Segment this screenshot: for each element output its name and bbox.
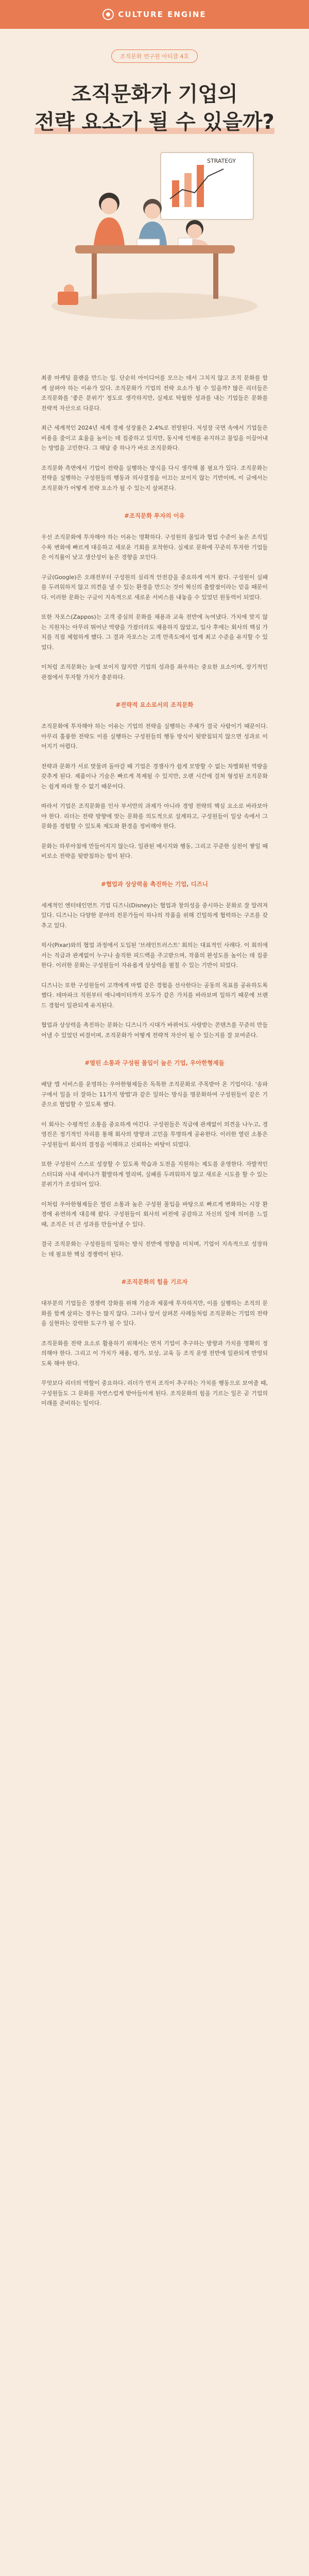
hero — [0, 29, 309, 369]
section-paragraph: 이처럼 조직문화는 눈에 보이지 않지만 기업의 성과를 좌우하는 중요한 요소이며, 장기적인 관점에서 투자할 가치가 충분하다. — [41, 664, 268, 681]
article-body — [0, 369, 309, 1409]
series-tag: 조직문화 연구원 아티클 4호 — [111, 49, 198, 63]
intro-paragraph: 최종 마케팅 플랜을 만드는 일. 단순히 아이디어를 모으는 데서 그치지 않고 조직 문화를 함께 살펴야 하는 이유가 있다. 조직문화가 기업의 전략 요소가 될 수 있을까? 많은 리더들은 조직문화를 '좋은 분위기' 정도로 생각하지만, 실제로 탁월한 성과를 내는 기업들은 문화를 전략적 자산으로 다룬다. — [41, 375, 268, 412]
brand-logo — [102, 9, 206, 20]
title-line-1: 조직문화가 기업의 — [71, 82, 238, 106]
section-paragraph: 결국 조직문화는 구성원들의 일하는 방식 전반에 영향을 미치며, 기업이 지속적으로 성장하는 데 필요한 핵심 경쟁력이 된다. — [41, 1241, 268, 1258]
section-paragraph: 배달 앱 서비스를 운영하는 우아한형제들은 독특한 조직문화로 주목받아 온 기업이다. '송파구에서 일을 더 잘하는 11가지 방법'과 같은 일하는 방식을 명문화하여 구성원들이 같은 기준으로 협업할 수 있도록 했다. — [41, 1081, 268, 1108]
page-title — [0, 80, 309, 136]
section-paragraph: 조직문화를 전략 요소로 활용하기 위해서는 먼저 기업이 추구하는 방향과 가치를 명확히 정의해야 한다. 그리고 이 가치가 채용, 평가, 보상, 교육 등 조직 운영 전반에 일관되게 반영되도록 해야 한다. — [41, 1340, 268, 1367]
section-paragraph: 대부분의 기업들은 경쟁력 강화를 위해 기술과 제품에 투자하지만, 이를 실행하는 조직의 문화를 함께 살피는 경우는 많지 않다. 그러나 앞서 살펴본 사례들처럼 조직문화는 기업의 전략을 실현하는 강력한 도구가 될 수 있다. — [41, 1300, 268, 1327]
section-paragraph: 이 회사는 수평적인 소통을 중요하게 여긴다. 구성원들은 직급에 관계없이 의견을 나누고, 경영진은 정기적인 자리를 통해 회사의 방향과 고민을 투명하게 공유한다. 이러한 열린 소통은 구성원들이 회사의 결정을 이해하고 신뢰하는 바탕이 되었다. — [41, 1121, 268, 1148]
section-paragraph: 또한 구성원이 스스로 성장할 수 있도록 학습과 도전을 지원하는 제도를 운영한다. 자발적인 스터디와 사내 세미나가 활발하게 열리며, 실패를 두려워하지 않고 새로운 시도를 할 수 있는 분위기가 조성되어 있다. — [41, 1161, 268, 1188]
section-paragraph: 무엇보다 리더의 역할이 중요하다. 리더가 먼저 조직이 추구하는 가치를 행동으로 보여줄 때, 구성원들도 그 문화를 자연스럽게 받아들이게 된다. 조직문화의 힘을 기르는 일은 곧 기업의 미래를 준비하는 일이다. — [41, 1380, 268, 1406]
section-paragraph: 전략과 문화가 서로 맞물려 돌아갈 때 기업은 경쟁사가 쉽게 모방할 수 없는 차별화된 역량을 갖추게 된다. 제품이나 기술은 빠르게 복제될 수 있지만, 오랜 시간에 걸쳐 형성된 조직문화는 쉽게 따라 할 수 없기 때문이다. — [41, 762, 268, 790]
title-line-2 — [0, 108, 309, 136]
section-paragraph: 구글(Google)은 오래전부터 구성원의 심리적 안전감을 중요하게 여겨 왔다. 구성원이 실패를 두려워하지 않고 의견을 낼 수 있는 환경을 만드는 것이 혁신의 출발점이라는 믿음 때문이다. 이러한 문화는 구글이 지속적으로 새로운 서비스를 내놓을 수 있었던 원동력이 되었다. — [41, 573, 268, 601]
section-heading: #열린 소통과 구성원 몰입이 높은 기업, 우아한형제들 — [84, 1059, 225, 1066]
section-paragraph: 문화는 하루아침에 만들어지지 않는다. 일관된 메시지와 행동, 그리고 꾸준한 실천이 쌓일 때 비로소 전략을 뒷받침하는 힘이 된다. — [41, 842, 268, 859]
section-paragraph: 협업과 상상력을 촉진하는 문화는 디즈니가 시대가 바뀌어도 사랑받는 콘텐츠를 꾸준히 만들어낼 수 있었던 비결이며, 조직문화가 어떻게 전략적 자산이 될 수 있는지를 잘 보여준다. — [41, 1022, 268, 1039]
brand-name: CULTURE ENGINE — [118, 10, 207, 19]
board-label: STRATEGY — [207, 158, 236, 164]
section-paragraph: 따라서 기업은 조직문화를 인사 부서만의 과제가 아니라 경영 전략의 핵심 요소로 바라보아야 한다. 리더는 전략 방향에 맞는 문화를 의도적으로 설계하고, 구성원들이 일상 속에서 그 문화를 경험할 수 있도록 제도와 환경을 정비해야 한다. — [41, 803, 268, 829]
intro-paragraph: 조직문화 측면에서 기업이 전략을 실행하는 방식을 다시 생각해 볼 필요가 있다. 조직문화는 전략을 실행하는 구성원들의 행동과 의사결정을 이끄는 보이지 않는 기반이며, 이 글에서는 조직문화가 어떻게 전략 요소가 될 수 있는지 살펴본다. — [41, 464, 268, 492]
title-line-2-text: 전략 요소가 될 수 있을까? — [35, 110, 274, 134]
meeting-illustration — [44, 142, 265, 328]
section-paragraph: 조직문화에 투자해야 하는 이유는 기업의 전략을 실행하는 주체가 결국 사람이기 때문이다. 아무리 훌륭한 전략도 이를 실행하는 구성원들의 행동 방식이 뒷받침되지 않으면 성과로 이어지기 어렵다. — [41, 723, 268, 750]
section-heading: #전략적 요소로서의 조직문화 — [115, 701, 194, 708]
section-heading: #조직문화 투자의 이유 — [124, 512, 185, 519]
section-paragraph: 세계적인 엔터테인먼트 기업 디즈니(Disney)는 협업과 창의성을 중시하는 문화로 잘 알려져 있다. 디즈니는 다양한 분야의 전문가들이 하나의 작품을 위해 긴밀하게 협력하는 구조를 갖추고 있다. — [41, 902, 268, 929]
section-paragraph: 우선 조직문화에 투자해야 하는 이유는 명확하다. 구성원의 몰입과 협업 수준이 높은 조직일수록 변화에 빠르게 대응하고 새로운 기회를 포착한다. 실제로 문화에 꾸준히 투자한 기업들은 이직률이 낮고 생산성이 높은 경향을 보인다. — [41, 534, 268, 561]
intro-paragraph: 최근 세계적인 2024년 세계 경제 성장률은 2.4%로 전망된다. 저성장 국면 속에서 기업들은 비용을 줄이고 효율을 높이는 데 집중하고 있지만, 동시에 인재를 유지하고 몰입을 이끌어내는 방법을 고민한다. 그 해답 중 하나가 바로 조직문화다. — [41, 425, 268, 451]
section-paragraph: 이처럼 우아한형제들은 열린 소통과 높은 구성원 몰입을 바탕으로 빠르게 변화하는 시장 환경에 유연하게 대응해 왔다. 구성원들이 회사의 비전에 공감하고 자신의 일에 의미를 느낄 때, 조직은 더 큰 성과를 만들어낼 수 있다. — [41, 1200, 268, 1228]
section-paragraph: 또한 자포스(Zappos)는 고객 중심의 문화를 채용과 교육 전반에 녹여냈다. 가치에 맞지 않는 지원자는 아무리 뛰어난 역량을 가졌더라도 채용하지 않았고, 입사 후에는 회사의 핵심 가치를 직접 체험하게 했다. 그 결과 자포스는 고객 만족도에서 업계 최고 수준을 유지할 수 있었다. — [41, 614, 268, 651]
top-banner — [0, 0, 309, 29]
section-paragraph: 픽사(Pixar)와의 협업 과정에서 도입된 '브레인트러스트' 회의는 대표적인 사례다. 이 회의에서는 직급과 관계없이 누구나 솔직한 피드백을 주고받으며, 작품의 완성도를 높이는 데 집중한다. 이러한 문화는 구성원들이 자유롭게 상상력을 펼칠 수 있는 기반이 되었다. — [41, 942, 268, 969]
section-paragraph: 디즈니는 또한 구성원들이 고객에게 마법 같은 경험을 선사한다는 공동의 목표를 공유하도록 했다. 테마파크 직원부터 애니메이터까지 모두가 같은 가치를 바라보며 일하기 때문에 브랜드 경험이 일관되게 유지된다. — [41, 981, 268, 1009]
section-heading: #협업과 상상력을 촉진하는 기업, 디즈니 — [101, 880, 208, 888]
section-heading: #조직문화의 힘을 기르자 — [121, 1278, 188, 1285]
culture-engine-logo-icon — [102, 9, 114, 20]
